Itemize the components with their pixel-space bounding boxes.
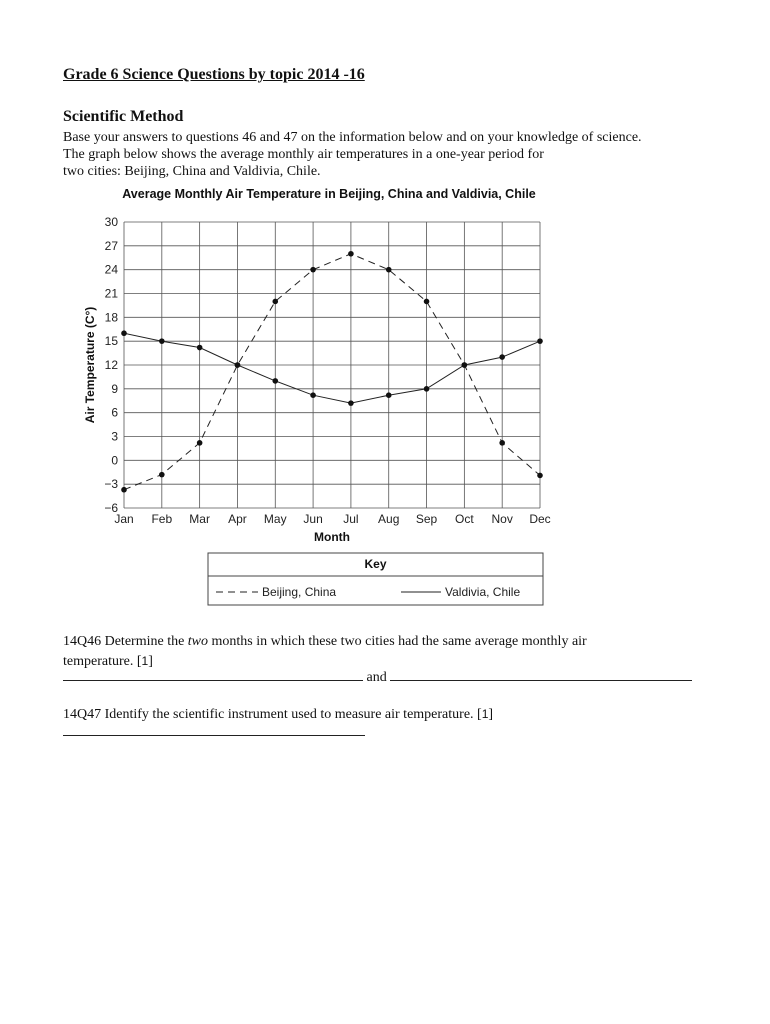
x-tick-label: Jan bbox=[114, 512, 134, 526]
temperature-chart bbox=[76, 182, 566, 612]
valdivia-data-point bbox=[159, 338, 165, 344]
answer-blank-46b[interactable] bbox=[390, 668, 692, 681]
question-46-emphasis: two bbox=[187, 634, 209, 649]
intro-line-1: Base your answers to questions 46 and 47 on the information below and on your knowledge of science. bbox=[63, 130, 642, 145]
valdivia-data-point bbox=[386, 392, 392, 398]
question-47-mark-close: ] bbox=[488, 707, 494, 722]
chart-title: Average Monthly Air Temperature in Beijing, China and Valdivia, Chile bbox=[122, 187, 536, 201]
beijing-data-point bbox=[121, 487, 127, 493]
y-tick-label: 15 bbox=[104, 334, 118, 349]
answer-blank-47[interactable] bbox=[63, 723, 365, 736]
y-tick-label: 3 bbox=[111, 429, 118, 444]
beijing-data-point bbox=[310, 267, 316, 273]
valdivia-data-point bbox=[424, 386, 430, 392]
question-46-mark-close: ] bbox=[148, 654, 153, 669]
question-47-prefix: 14Q47 Identify the scientific instrument used to measure air temperature. [ bbox=[63, 707, 482, 722]
valdivia-data-point bbox=[310, 392, 316, 398]
y-tick-label: 18 bbox=[104, 310, 118, 325]
legend-title: Key bbox=[364, 557, 387, 571]
x-tick-label: Apr bbox=[228, 512, 247, 526]
question-46-mark: 1 bbox=[141, 654, 149, 668]
y-tick-label: 30 bbox=[104, 215, 118, 229]
y-tick-label: 0 bbox=[111, 453, 118, 468]
question-46-prefix: 14Q46 Determine the bbox=[63, 634, 188, 649]
y-tick-label: 9 bbox=[111, 381, 118, 396]
y-tick-label: 21 bbox=[104, 286, 118, 301]
valdivia-data-point bbox=[235, 362, 241, 368]
y-tick-label: 27 bbox=[104, 238, 118, 253]
answer-blank-46a[interactable] bbox=[63, 668, 363, 681]
valdivia-data-point bbox=[537, 338, 543, 344]
question-46-answer-row bbox=[63, 668, 692, 688]
question-46-line2-text: temperature. [ bbox=[63, 654, 142, 669]
question-47 bbox=[63, 704, 493, 725]
x-tick-label: Jun bbox=[303, 512, 323, 526]
x-tick-label: Mar bbox=[189, 512, 210, 526]
x-tick-label: Sep bbox=[415, 512, 438, 526]
y-axis-label: Air Temperature (C°) bbox=[83, 306, 97, 424]
beijing-data-point bbox=[159, 472, 165, 478]
legend-valdivia-label: Valdivia, Chile bbox=[445, 585, 521, 599]
valdivia-series-line bbox=[124, 333, 540, 403]
beijing-data-point bbox=[197, 440, 203, 446]
valdivia-data-point bbox=[197, 345, 203, 351]
valdivia-data-point bbox=[121, 330, 127, 336]
y-tick-label: 24 bbox=[104, 262, 118, 277]
valdivia-data-point bbox=[348, 400, 354, 406]
x-tick-label: Feb bbox=[151, 512, 173, 526]
beijing-data-point bbox=[499, 440, 505, 446]
section-heading: Scientific Method bbox=[63, 108, 184, 125]
valdivia-data-point bbox=[499, 354, 505, 360]
intro-line-2: The graph below shows the average monthly air temperatures in a one-year period for bbox=[63, 147, 544, 162]
question-47-answer-row bbox=[63, 723, 365, 743]
question-47-mark: 1 bbox=[481, 707, 489, 721]
x-tick-label: Aug bbox=[378, 512, 400, 526]
beijing-data-point bbox=[537, 473, 543, 479]
y-tick-label: 12 bbox=[104, 358, 118, 372]
answer-connector: and bbox=[363, 670, 391, 685]
x-tick-label: May bbox=[263, 512, 287, 526]
x-axis-label: Month bbox=[314, 530, 350, 544]
x-tick-label: Oct bbox=[455, 512, 474, 526]
valdivia-data-point bbox=[462, 362, 468, 368]
y-tick-label: −6 bbox=[104, 501, 118, 515]
question-46-suffix: months in which these two cities had the same average monthly air bbox=[208, 634, 587, 649]
y-tick-label: 6 bbox=[111, 405, 118, 420]
beijing-data-point bbox=[386, 267, 392, 273]
valdivia-data-point bbox=[272, 378, 278, 384]
beijing-series-line bbox=[124, 254, 540, 490]
y-tick-label: −3 bbox=[104, 477, 118, 492]
x-tick-label: Dec bbox=[529, 512, 551, 526]
x-tick-label: Nov bbox=[491, 512, 513, 526]
intro-line-3: two cities: Beijing, China and Valdivia, Chile. bbox=[63, 164, 321, 179]
x-tick-label: Jul bbox=[343, 512, 359, 526]
document-title: Grade 6 Science Questions by topic 2014 -16 bbox=[63, 66, 365, 83]
beijing-data-point bbox=[272, 299, 278, 305]
legend-beijing-label: Beijing, China bbox=[262, 585, 337, 599]
temperature-chart-svg bbox=[76, 182, 566, 612]
beijing-data-point bbox=[424, 299, 430, 305]
question-46 bbox=[63, 632, 587, 652]
beijing-data-point bbox=[348, 251, 354, 257]
